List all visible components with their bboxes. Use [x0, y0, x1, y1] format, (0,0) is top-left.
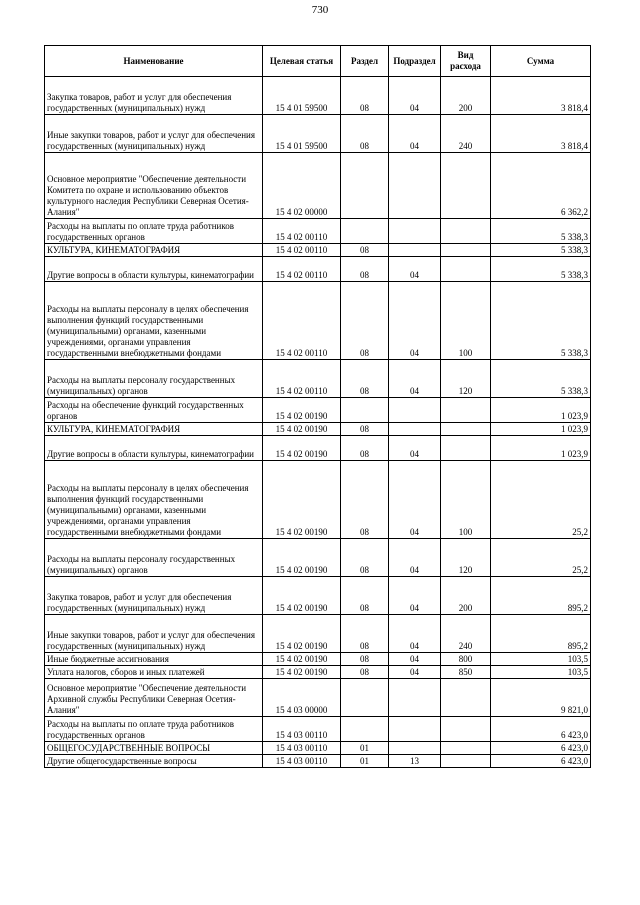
row-code-cell: 15 4 02 00110 [263, 257, 341, 282]
row-sum-cell: 6 423,0 [491, 742, 591, 755]
row-section-cell: 08 [341, 244, 389, 257]
row-expense-type-cell: 240 [441, 615, 491, 653]
table-row [45, 436, 591, 461]
row-expense-type-cell [441, 219, 491, 244]
row-expense-type-cell: 850 [441, 666, 491, 679]
row-section-cell: 08 [341, 115, 389, 153]
row-sum-cell: 103,5 [491, 653, 591, 666]
row-expense-type-cell: 200 [441, 77, 491, 115]
header-code: Целевая статья [263, 46, 341, 77]
row-sum-cell: 3 818,4 [491, 77, 591, 115]
row-expense-type-cell: 120 [441, 539, 491, 577]
row-expense-type-cell [441, 244, 491, 257]
row-code-cell: 15 4 02 00190 [263, 423, 341, 436]
table-row [45, 115, 591, 153]
row-name-cell: Расходы на выплаты персоналу государственных (муниципальных) органов [45, 360, 263, 398]
table-row [45, 282, 591, 360]
table-row [45, 539, 591, 577]
row-sum-cell: 895,2 [491, 615, 591, 653]
row-code-cell: 15 4 02 00000 [263, 153, 341, 219]
row-expense-type-cell [441, 398, 491, 423]
row-name-cell: Другие вопросы в области культуры, кинематографии [45, 436, 263, 461]
header-section: Раздел [341, 46, 389, 77]
row-section-cell [341, 717, 389, 742]
row-subsection-cell: 04 [389, 257, 441, 282]
row-name-cell: Закупка товаров, работ и услуг для обеспечения государственных (муниципальных) нужд [45, 577, 263, 615]
row-section-cell: 08 [341, 539, 389, 577]
row-subsection-cell: 04 [389, 461, 441, 539]
budget-table [44, 45, 591, 768]
row-code-cell: 15 4 03 00110 [263, 755, 341, 768]
row-code-cell: 15 4 02 00110 [263, 244, 341, 257]
row-expense-type-cell: 240 [441, 115, 491, 153]
row-code-cell: 15 4 02 00190 [263, 436, 341, 461]
row-code-cell: 15 4 02 00110 [263, 360, 341, 398]
header-name: Наименование [45, 46, 263, 77]
row-section-cell: 08 [341, 461, 389, 539]
row-section-cell: 01 [341, 742, 389, 755]
table-row [45, 679, 591, 717]
table-row [45, 423, 591, 436]
row-section-cell: 08 [341, 77, 389, 115]
row-sum-cell: 5 338,3 [491, 244, 591, 257]
row-subsection-cell: 04 [389, 115, 441, 153]
row-section-cell [341, 219, 389, 244]
row-name-cell: КУЛЬТУРА, КИНЕМАТОГРАФИЯ [45, 423, 263, 436]
row-section-cell: 08 [341, 615, 389, 653]
row-name-cell: Иные закупки товаров, работ и услуг для обеспечения государственных (муниципальных) нужд [45, 115, 263, 153]
row-sum-cell: 895,2 [491, 577, 591, 615]
row-expense-type-cell: 800 [441, 653, 491, 666]
row-code-cell: 15 4 02 00110 [263, 219, 341, 244]
row-name-cell: ОБЩЕГОСУДАРСТВЕННЫЕ ВОПРОСЫ [45, 742, 263, 755]
row-subsection-cell: 04 [389, 360, 441, 398]
row-subsection-cell: 04 [389, 666, 441, 679]
table-row [45, 219, 591, 244]
row-name-cell: Закупка товаров, работ и услуг для обеспечения государственных (муниципальных) нужд [45, 77, 263, 115]
row-expense-type-cell: 100 [441, 282, 491, 360]
row-code-cell: 15 4 03 00000 [263, 679, 341, 717]
row-section-cell: 08 [341, 360, 389, 398]
table-row [45, 257, 591, 282]
row-subsection-cell: 04 [389, 615, 441, 653]
page-number: 730 [311, 4, 329, 16]
row-expense-type-cell [441, 717, 491, 742]
row-sum-cell: 103,5 [491, 666, 591, 679]
row-section-cell [341, 398, 389, 423]
table-row [45, 77, 591, 115]
row-code-cell: 15 4 01 59500 [263, 115, 341, 153]
row-name-cell: Уплата налогов, сборов и иных платежей [45, 666, 263, 679]
row-sum-cell: 5 338,3 [491, 257, 591, 282]
row-expense-type-cell [441, 742, 491, 755]
row-sum-cell: 1 023,9 [491, 436, 591, 461]
row-subsection-cell [389, 423, 441, 436]
row-subsection-cell: 13 [389, 755, 441, 768]
row-subsection-cell: 04 [389, 77, 441, 115]
row-code-cell: 15 4 01 59500 [263, 77, 341, 115]
row-code-cell: 15 4 03 00110 [263, 717, 341, 742]
row-sum-cell: 5 338,3 [491, 360, 591, 398]
row-sum-cell: 5 338,3 [491, 219, 591, 244]
row-subsection-cell [389, 153, 441, 219]
row-section-cell: 08 [341, 282, 389, 360]
row-subsection-cell [389, 717, 441, 742]
table-row [45, 360, 591, 398]
row-sum-cell: 6 362,2 [491, 153, 591, 219]
row-expense-type-cell [441, 423, 491, 436]
table-row [45, 461, 591, 539]
row-sum-cell: 6 423,0 [491, 755, 591, 768]
row-code-cell: 15 4 02 00190 [263, 653, 341, 666]
row-expense-type-cell [441, 257, 491, 282]
row-name-cell: Иные бюджетные ассигнования [45, 653, 263, 666]
row-section-cell: 08 [341, 436, 389, 461]
row-section-cell: 08 [341, 577, 389, 615]
row-expense-type-cell [441, 679, 491, 717]
row-code-cell: 15 4 03 00110 [263, 742, 341, 755]
row-name-cell: Другие общегосударственные вопросы [45, 755, 263, 768]
row-sum-cell: 25,2 [491, 539, 591, 577]
row-expense-type-cell [441, 436, 491, 461]
row-expense-type-cell: 200 [441, 577, 491, 615]
row-code-cell: 15 4 02 00190 [263, 539, 341, 577]
table-row [45, 653, 591, 666]
row-name-cell: Расходы на выплаты персоналу в целях обеспечения выполнения функций государственными (муниципальными) органами, казенными учреждениями, органами управления государственными внебюджетными фондами [45, 461, 263, 539]
row-expense-type-cell: 100 [441, 461, 491, 539]
row-sum-cell: 1 023,9 [491, 398, 591, 423]
row-code-cell: 15 4 02 00190 [263, 615, 341, 653]
row-subsection-cell [389, 244, 441, 257]
row-expense-type-cell: 120 [441, 360, 491, 398]
row-expense-type-cell [441, 755, 491, 768]
table-row [45, 742, 591, 755]
row-code-cell: 15 4 02 00190 [263, 577, 341, 615]
row-code-cell: 15 4 02 00190 [263, 398, 341, 423]
row-name-cell: Основное мероприятие "Обеспечение деятельности Архивной службы Республики Северная Осетия-Алания" [45, 679, 263, 717]
row-section-cell: 08 [341, 666, 389, 679]
row-code-cell: 15 4 02 00110 [263, 282, 341, 360]
table-row [45, 755, 591, 768]
row-sum-cell: 9 821,0 [491, 679, 591, 717]
table-row [45, 398, 591, 423]
row-section-cell: 08 [341, 423, 389, 436]
row-name-cell: Расходы на выплаты персоналу в целях обеспечения выполнения функций государственными (муниципальными) органами, казенными учреждениями, органами управления государственными внебюджетными фондами [45, 282, 263, 360]
row-name-cell: Расходы на обеспечение функций государственных органов [45, 398, 263, 423]
row-subsection-cell [389, 679, 441, 717]
table-row [45, 666, 591, 679]
row-sum-cell: 1 023,9 [491, 423, 591, 436]
row-subsection-cell: 04 [389, 436, 441, 461]
table-row [45, 153, 591, 219]
row-name-cell: Основное мероприятие "Обеспечение деятельности Комитета по охране и использованию объектов культурного наследия Республики Северная Осетия-Алания" [45, 153, 263, 219]
row-code-cell: 15 4 02 00190 [263, 461, 341, 539]
row-sum-cell: 5 338,3 [491, 282, 591, 360]
row-sum-cell: 6 423,0 [491, 717, 591, 742]
table-row [45, 244, 591, 257]
row-subsection-cell: 04 [389, 577, 441, 615]
row-subsection-cell [389, 219, 441, 244]
row-section-cell [341, 679, 389, 717]
header-subsection: Подраздел [389, 46, 441, 77]
row-subsection-cell: 04 [389, 653, 441, 666]
row-name-cell: Расходы на выплаты по оплате труда работников государственных органов [45, 219, 263, 244]
row-name-cell: Расходы на выплаты персоналу государственных (муниципальных) органов [45, 539, 263, 577]
row-name-cell: КУЛЬТУРА, КИНЕМАТОГРАФИЯ [45, 244, 263, 257]
row-subsection-cell: 04 [389, 282, 441, 360]
table-header-row [45, 46, 591, 77]
table-row [45, 615, 591, 653]
row-section-cell: 08 [341, 257, 389, 282]
row-section-cell [341, 153, 389, 219]
row-name-cell: Расходы на выплаты по оплате труда работников государственных органов [45, 717, 263, 742]
row-name-cell: Другие вопросы в области культуры, кинематографии [45, 257, 263, 282]
row-sum-cell: 3 818,4 [491, 115, 591, 153]
table-body [45, 77, 591, 768]
row-name-cell: Иные закупки товаров, работ и услуг для обеспечения государственных (муниципальных) нужд [45, 615, 263, 653]
header-expense-type: Вид расхода [441, 46, 491, 77]
row-code-cell: 15 4 02 00190 [263, 666, 341, 679]
row-section-cell: 01 [341, 755, 389, 768]
row-expense-type-cell [441, 153, 491, 219]
row-section-cell: 08 [341, 653, 389, 666]
row-subsection-cell: 04 [389, 539, 441, 577]
row-subsection-cell [389, 398, 441, 423]
header-sum: Сумма [491, 46, 591, 77]
table-row [45, 577, 591, 615]
row-sum-cell: 25,2 [491, 461, 591, 539]
table-row [45, 717, 591, 742]
row-subsection-cell [389, 742, 441, 755]
